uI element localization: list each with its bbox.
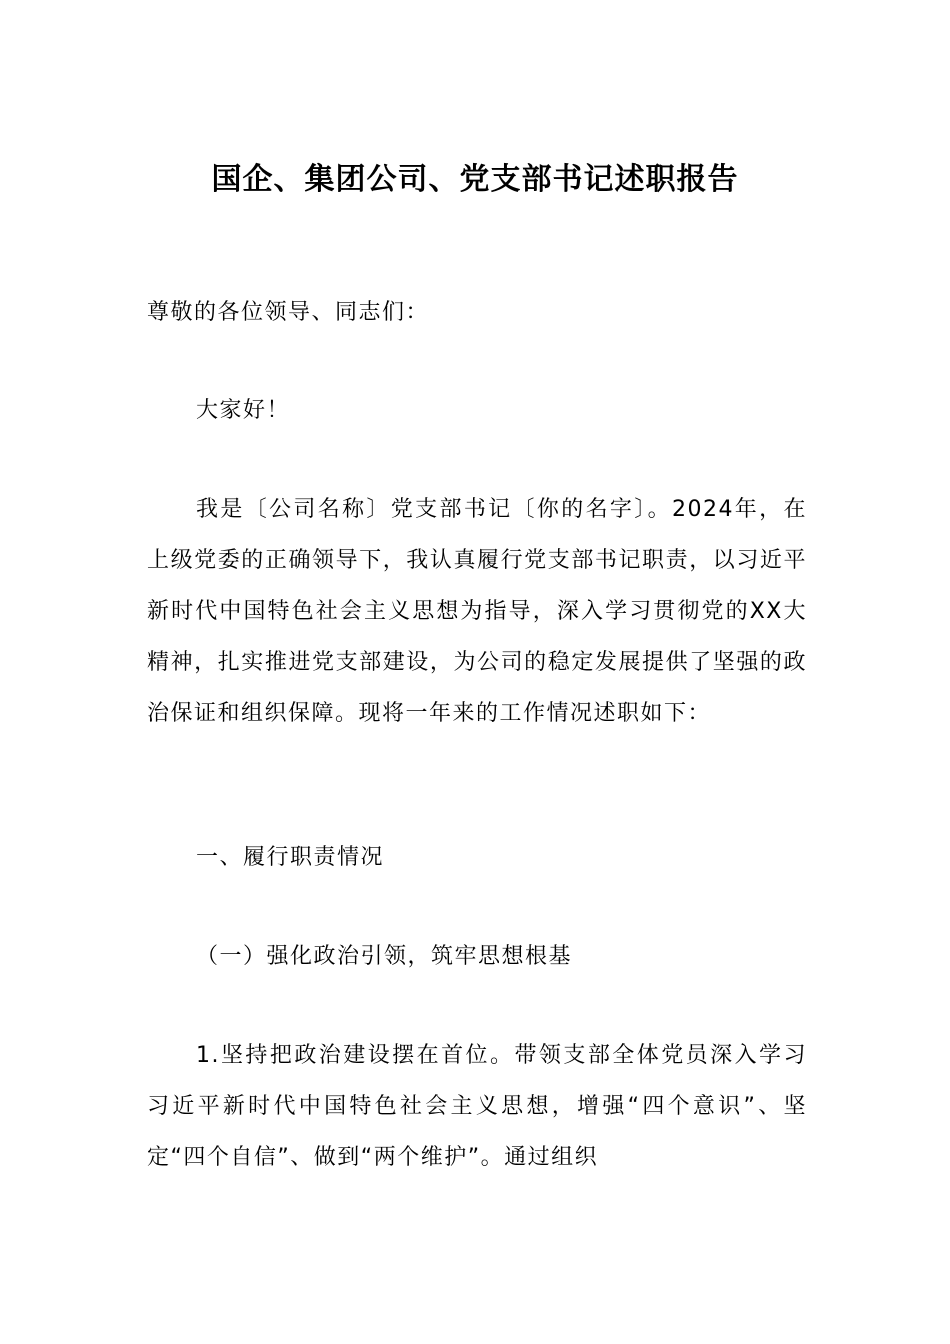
intro-paragraph: 我是〔公司名称〕党支部书记〔你的名字〕。2024年，在上级党委的正确领导下，我认真履行党支部书记职责，以习近平新时代中国特色社会主义思想为指导，深入学习贯彻党的XX大精神，扎实推进党支部建设，为公司的稳定发展提供了坚强的政治保证和组织保障。现将一年来的工作情况述职如下： (147, 497, 807, 726)
section-heading: 一、履行职责情况 (196, 845, 385, 870)
subsection-heading: （一）强化政治引领，筑牢思想根基 (196, 944, 573, 969)
document-title: 国企、集团公司、党支部书记述职报告 (211, 162, 739, 197)
greeting-paragraph: 大家好！ (196, 398, 291, 423)
item-paragraph: 1.坚持把政治建设摆在首位。带领支部全体党员深入学习习近平新时代中国特色社会主义思想，增强“四个意识”、坚定“四个自信”、做到“两个维护”。通过组织 (147, 1043, 807, 1170)
salutation-paragraph: 尊敬的各位领导、同志们： (147, 300, 430, 325)
